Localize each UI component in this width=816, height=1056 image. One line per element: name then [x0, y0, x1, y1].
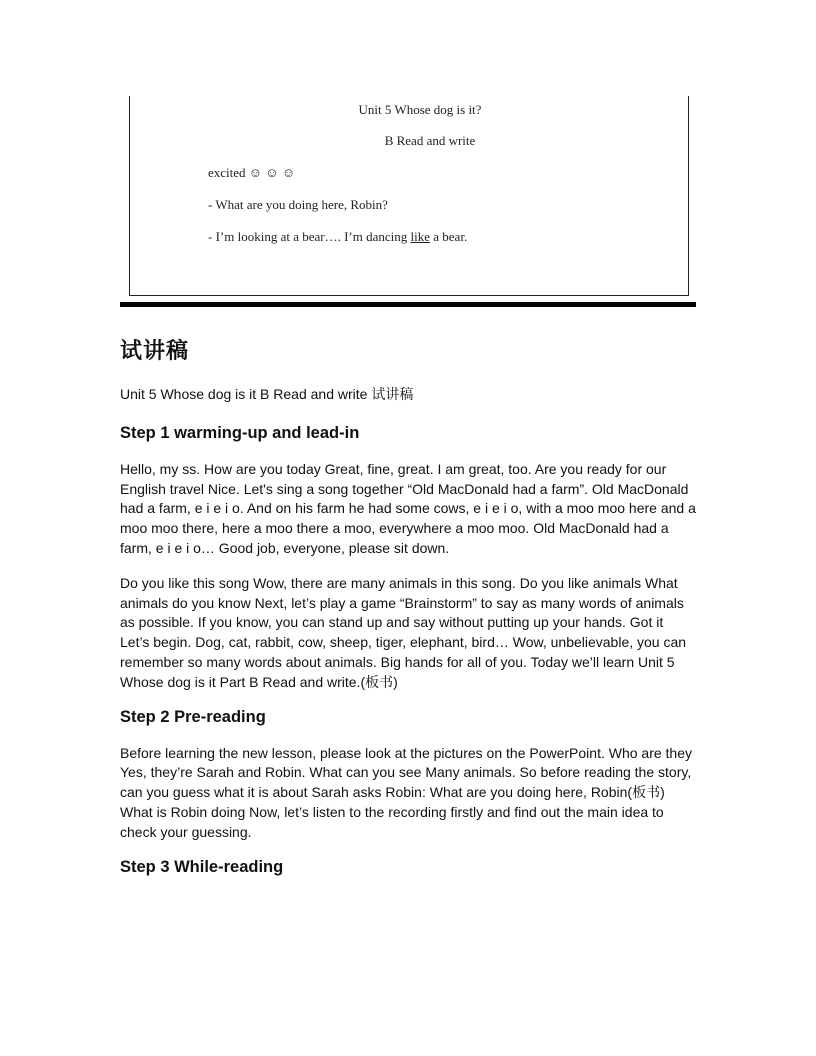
- section-divider: [120, 302, 696, 307]
- board-line-question: - What are you doing here, Robin?: [208, 197, 388, 212]
- document-intro: Unit 5 Whose dog is it B Read and write 试讲稿: [120, 386, 414, 402]
- document-heading: 试讲稿: [120, 339, 190, 364]
- board-line-excited: excited ☺ ☺ ☺: [208, 165, 296, 180]
- board-answer-underlined: like: [410, 229, 431, 244]
- board-line-answer: [208, 229, 467, 245]
- step1-paragraph-1: Hello, my ss. How are you today Great, fine, great. I am great, too. Are you ready for our English travel Nice. Let's sing a song together “Old MacDonald had a farm”. Old MacDonald had a farm, e i e i o. And on his farm he had some cows, e i e i o, with a moo moo here and a moo moo there, here a moo there a moo, everywhere a moo moo. Old MacDonald had a farm, e i e i o… Good job, everyone, please sit down.: [120, 460, 696, 556]
- document-body: [120, 334, 696, 894]
- board-subtitle: B Read and write: [384, 133, 476, 148]
- board-answer-start: - I’m looking at a bear…. I’m dancing: [208, 229, 411, 244]
- blackboard-image: [129, 96, 689, 296]
- board-title: Unit 5 Whose dog is it?: [358, 102, 482, 117]
- board-answer-end: a bear.: [430, 229, 468, 244]
- step2-paragraph-1: Before learning the new lesson, please look at the pictures on the PowerPoint. Who are they Yes, they’re Sarah and Robin. What can you see Many animals. So before reading the story, can you guess what it is about Sarah asks Robin: What are you doing here, Robin(板书) What is Robin doing Now, let’s listen to the recording firstly and find out the main idea to check your guessing.: [120, 744, 693, 840]
- step1-paragraph-2: Do you like this song Wow, there are many animals in this song. Do you like animals What animals do you know Next, let’s play a game “Brainstorm” to say as many words of animals as possible. If you know, you can stand up and say without putting up your hands. Got it Let’s begin. Dog, cat, rabbit, cow, sheep, tiger, elephant, bird… Wow, unbelievable, you can remember so many words about animals. Big hands for all of you. Today we’ll learn Unit 5 Whose dog is it Part B Read and write.(板书): [120, 574, 687, 690]
- step2-title: Step 2 Pre-reading: [120, 707, 266, 726]
- step1-title: Step 1 warming-up and lead-in: [120, 423, 360, 442]
- step3-title: Step 3 While-reading: [120, 857, 284, 876]
